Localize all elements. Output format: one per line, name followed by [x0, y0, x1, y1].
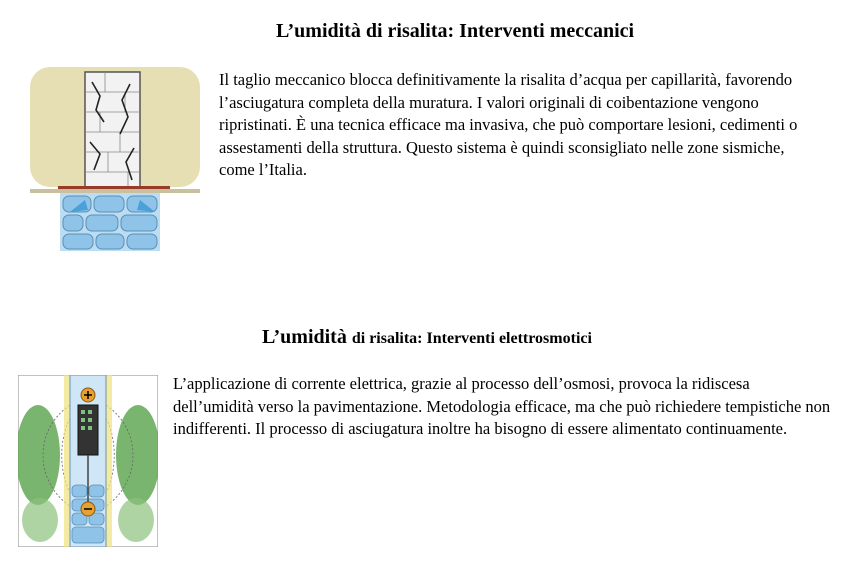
section2-title-part1: L’umidità: [262, 326, 347, 348]
section2-title-part2: di risalita: Interventi elettrosmotici: [351, 330, 592, 347]
electroosmosis-wall-illustration: [18, 375, 158, 547]
section2-body: L’applicazione di corrente elettrica, grazie al processo dell’osmosi, provoca la ridiscesa dell’umidità verso la pavimentazione. Metodologia efficace, ma che può richiedere tempistiche non indifferenti. Il processo di asciugatura inoltre ha bisogno di essere alimentato continuamente.: [173, 374, 831, 438]
section1-title: L’umidità di risalita: Interventi meccanici: [276, 20, 635, 42]
cracked-wall-illustration: [30, 62, 200, 262]
section1-body: Il taglio meccanico blocca definitivamente la risalita d’acqua per capillarità, favorendo l’asciugatura completa della muratura. I valori originali di coibentazione vengono ripristinati. È una tecnica efficace ma invasiva, che può comportare lesioni, cedimenti o assestamenti della struttura. Questo sistema è quindi sconsigliato nelle zone sismiche, come l’Italia.: [219, 70, 798, 179]
section2-title: [262, 326, 592, 349]
